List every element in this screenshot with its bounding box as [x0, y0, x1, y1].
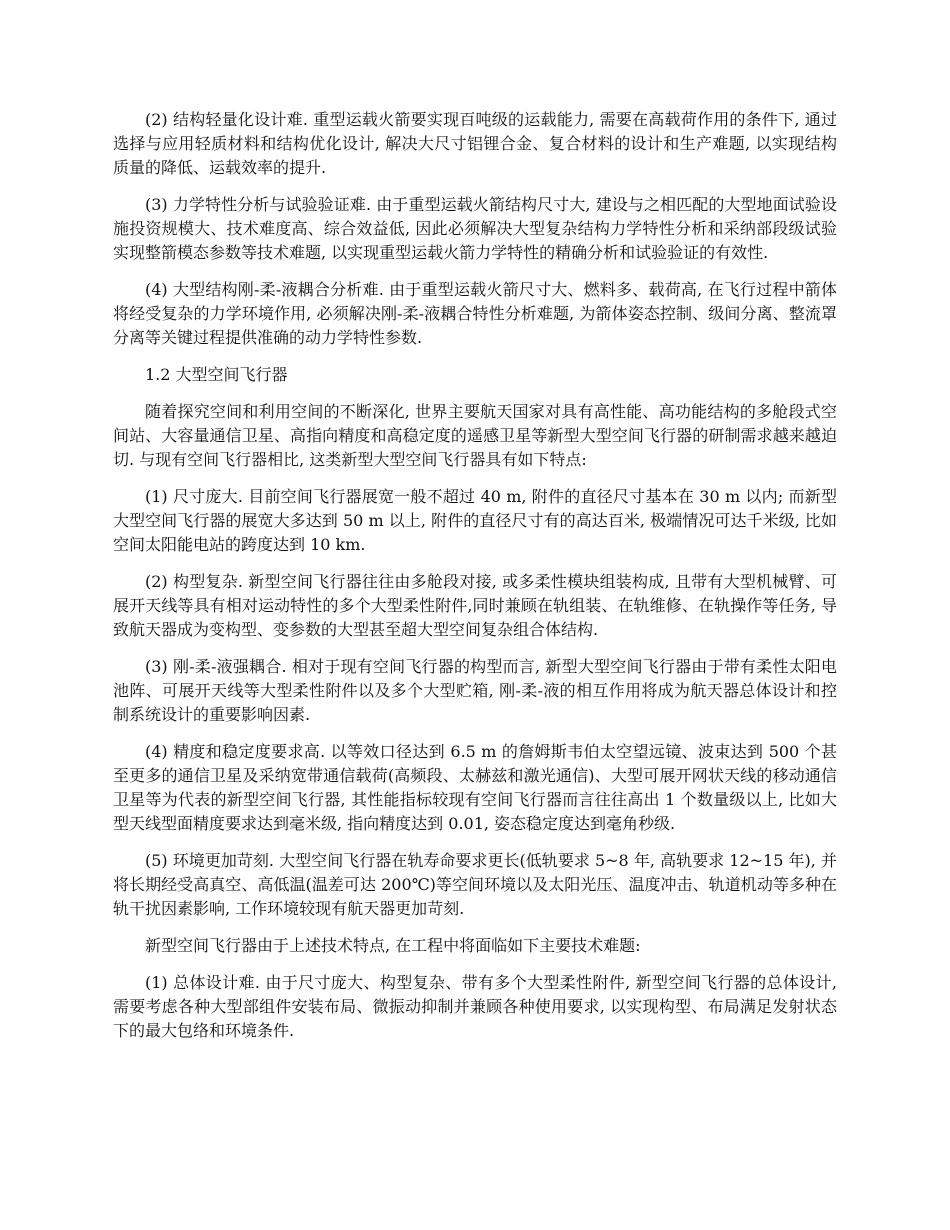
paragraph-structure-lightweight: (2) 结构轻量化设计难. 重型运载火箭要实现百吨级的运载能力, 需要在高载荷作用的条件下, 通过选择与应用轻质材料和结构优化设计, 解决大尺寸铝锂合金、复合材料的设计和生产难题, 以实现结构质量的降低、运载效率的提升. — [113, 110, 837, 177]
paragraph-mechanical-analysis: (3) 力学特性分析与试验验证难. 由于重型运载火箭结构尺寸大, 建设与之相匹配的大型地面试验设施投资规模大、技术难度高、综合效益低, 因此必须解决大型复杂结构力学特性分析和采纳部段级试验实现整箭模态参数等技术难题, 以实现重型运载火箭力学特性的精确分析和试验验证的有效性. — [113, 195, 837, 262]
paragraph-spacecraft-intro: 随着探究空间和利用空间的不断深化, 世界主要航天国家对具有高性能、高功能结构的多舱段式空间站、大容量通信卫星、高指向精度和高稳定度的遥感卫星等新型大型空间飞行器的研制需求越来越迫切. 与现有空间飞行器相比, 这类新型大型空间飞行器具有如下特点: — [113, 402, 837, 469]
paragraph-overall-design: (1) 总体设计难. 由于尺寸庞大、构型复杂、带有多个大型柔性附件, 新型空间飞行器的总体设计,需要考虑各种大型部组件安装布局、微振动抑制并兼顾各种使用要求, 以实现构型、布局满足发射状态下的最大包络和环境条件. — [113, 973, 837, 1040]
paragraph-large-size: (1) 尺寸庞大. 目前空间飞行器展宽一般不超过 40 m, 附件的直径尺寸基本在 30 m 以内; 而新型大型空间飞行器的展宽大多达到 50 m 以上, 附件的直径尺寸有的高达百米, 极端情况可达千米级, 比如空间太阳能电站的跨度达到 10 km. — [113, 487, 837, 554]
paragraph-complex-configuration: (2) 构型复杂. 新型空间飞行器往往由多舱段对接, 或多柔性模块组装构成, 且带有大型机械臂、可展开天线等具有相对运动特性的多个大型柔性附件,同时兼顾在轨组装、在轨维修、在轨操作等任务, 导致航天器成为变构型、变参数的大型甚至超大型空间复杂组合体结构. — [113, 572, 837, 639]
paragraph-precision-stability: (4) 精度和稳定度要求高. 以等效口径达到 6.5 m 的詹姆斯韦伯太空望远镜、波束达到 500 个甚至更多的通信卫星及采纳宽带通信载荷(高频段、太赫兹和激光通信)、大型可展开网状天线的移动通信卫星等为代表的新型空间飞行器, 其性能指标较现有空间飞行器而言往往高出 1 个数量级以上, 比如大型天线型面精度要求达到毫米级, 指向精度达到 0.01, 姿态稳定度达到毫角秒级. — [113, 742, 837, 833]
paragraph-harsh-environment: (5) 环境更加苛刻. 大型空间飞行器在轨寿命要求更长(低轨要求 5~8 年, 高轨要求 12~15 年), 并将长期经受高真空、高低温(温差可达 200℃)等空间环境以及太阳光压、温度冲击、轨道机动等多种在轨干扰因素影响, 工作环境较现有航天器更加苛刻. — [113, 851, 837, 918]
paragraph-rigid-flexible-liquid-coupling: (4) 大型结构刚-柔-液耦合分析难. 由于重型运载火箭尺寸大、燃料多、载荷高, 在飞行过程中箭体将经受复杂的力学环境作用, 必须解决刚-柔-液耦合特性分析难题, 为箭体姿态控制、级间分离、整流罩分离等关键过程提供准确的动力学特性参数. — [113, 280, 837, 347]
paragraph-technical-difficulties-intro: 新型空间飞行器由于上述技术特点, 在工程中将面临如下主要技术难题: — [145, 936, 641, 955]
section-heading-1-2: 1.2 大型空间飞行器 — [145, 365, 288, 384]
paragraph-strong-coupling: (3) 刚-柔-液强耦合. 相对于现有空间飞行器的构型而言, 新型大型空间飞行器由于带有柔性太阳电池阵、可展开天线等大型柔性附件以及多个大型贮箱, 刚-柔-液的相互作用将成为航天器总体设计和控制系统设计的重要影响因素. — [113, 657, 837, 724]
